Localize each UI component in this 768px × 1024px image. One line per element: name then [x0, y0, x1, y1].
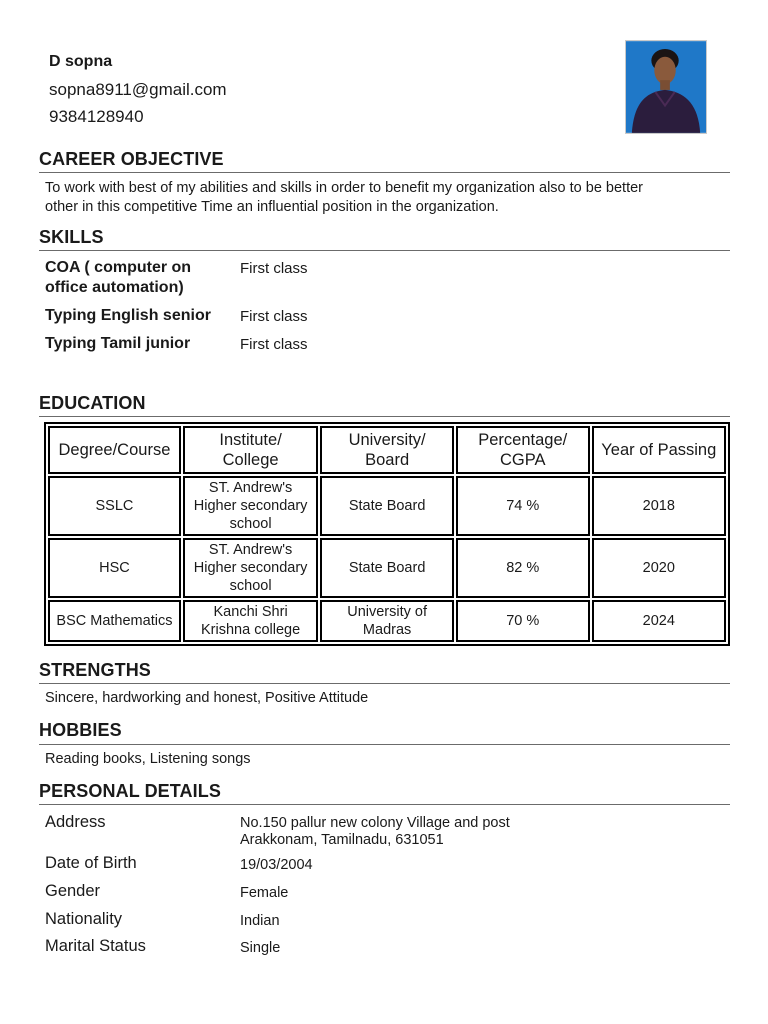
skill-name: Typing Tamil junior	[45, 335, 191, 352]
candidate-name: D sopna	[49, 53, 113, 70]
marital-status-value: Single	[240, 940, 281, 956]
strengths-heading: STRENGTHS	[39, 660, 151, 680]
personal-details-heading: PERSONAL DETAILS	[39, 781, 221, 801]
column-header-text: College	[222, 451, 279, 469]
skill-name-line: COA ( computer on	[45, 259, 192, 276]
hobbies-heading: HOBBIES	[39, 720, 122, 740]
nationality-value: Indian	[240, 913, 280, 929]
skills-heading: SKILLS	[39, 227, 104, 247]
year-cell: 2018	[592, 476, 726, 536]
university-cell	[320, 538, 454, 598]
year-cell: 2024	[592, 600, 726, 642]
education-table	[44, 422, 730, 646]
institute-cell	[183, 538, 318, 598]
percentage-cell: 70 %	[456, 600, 590, 642]
column-header-text: Board	[365, 451, 410, 469]
degree-cell: HSC	[48, 538, 181, 598]
gender-value: Female	[240, 885, 289, 901]
institute-line: school	[229, 578, 272, 594]
address-line: Arakkonam, Tamilnadu, 631051	[240, 832, 444, 848]
column-header-text: Institute/	[219, 431, 282, 449]
address-label: Address	[45, 813, 106, 831]
university-line: University of	[347, 604, 427, 620]
hobbies-divider	[39, 744, 730, 745]
skill-name	[45, 258, 191, 298]
table-row	[48, 476, 726, 536]
institute-line: ST. Andrew's	[208, 542, 293, 558]
institute-cell	[183, 600, 318, 642]
column-header-institute	[183, 426, 318, 474]
strengths-text: Sincere, hardworking and honest, Positive Attitude	[45, 690, 369, 706]
skill-name: Typing English senior	[45, 307, 211, 324]
career-objective-line: To work with best of my abilities and skills in order to benefit my organization also to be better	[45, 180, 644, 196]
university-cell	[320, 600, 454, 642]
education-divider	[39, 416, 730, 417]
dob-label: Date of Birth	[45, 854, 137, 872]
degree-cell: BSC Mathematics	[48, 600, 181, 642]
column-header-text: Degree/Course	[58, 441, 171, 459]
candidate-phone: 9384128940	[49, 107, 144, 126]
degree-cell: SSLC	[48, 476, 181, 536]
column-header-text: CGPA	[499, 451, 546, 469]
column-header-year	[592, 426, 726, 474]
marital-status-label: Marital Status	[45, 937, 146, 955]
personal-details-divider	[39, 804, 730, 805]
strengths-divider	[39, 683, 730, 684]
column-header-text: Year of Passing	[601, 441, 717, 459]
percentage-cell: 82 %	[456, 538, 590, 598]
institute-line: Krishna college	[201, 622, 301, 638]
gender-label: Gender	[45, 882, 101, 900]
address-value	[240, 815, 510, 849]
education-heading: EDUCATION	[39, 393, 146, 413]
candidate-email: sopna8911@gmail.com	[49, 80, 227, 99]
institute-line: Kanchi Shri	[213, 604, 288, 620]
skill-grade: First class	[240, 260, 308, 277]
skill-grade: First class	[240, 336, 308, 353]
year-cell: 2020	[592, 538, 726, 598]
column-header-percentage	[456, 426, 590, 474]
hobbies-text: Reading books, Listening songs	[45, 751, 251, 767]
career-objective-divider	[39, 172, 730, 173]
percentage-cell: 74 %	[456, 476, 590, 536]
institute-line: Higher secondary	[193, 560, 308, 576]
career-objective-line: other in this competitive Time an influential position in the organization.	[45, 198, 499, 215]
university-line: State Board	[348, 498, 426, 514]
university-line: State Board	[348, 560, 426, 576]
table-row	[48, 538, 726, 598]
institute-cell	[183, 476, 318, 536]
profile-photo	[625, 40, 707, 134]
skill-name-line: office automation)	[45, 279, 184, 296]
nationality-label: Nationality	[45, 910, 123, 928]
table-row	[48, 600, 726, 642]
career-objective-text	[45, 179, 735, 216]
institute-line: ST. Andrew's	[208, 480, 293, 496]
skill-grade: First class	[240, 308, 308, 325]
university-cell	[320, 476, 454, 536]
column-header-university	[320, 426, 454, 474]
university-line: Madras	[362, 622, 412, 638]
institute-line: Higher secondary	[193, 498, 308, 514]
column-header-degree	[48, 426, 181, 474]
education-table-header	[48, 426, 726, 474]
column-header-text: Percentage/	[478, 431, 568, 449]
skills-divider	[39, 250, 730, 251]
column-header-text: University/	[348, 431, 426, 449]
career-objective-heading: CAREER OBJECTIVE	[39, 149, 224, 169]
address-line: No.150 pallur new colony Village and post	[240, 815, 510, 831]
dob-value: 19/03/2004	[240, 857, 313, 873]
institute-line: school	[229, 516, 272, 532]
